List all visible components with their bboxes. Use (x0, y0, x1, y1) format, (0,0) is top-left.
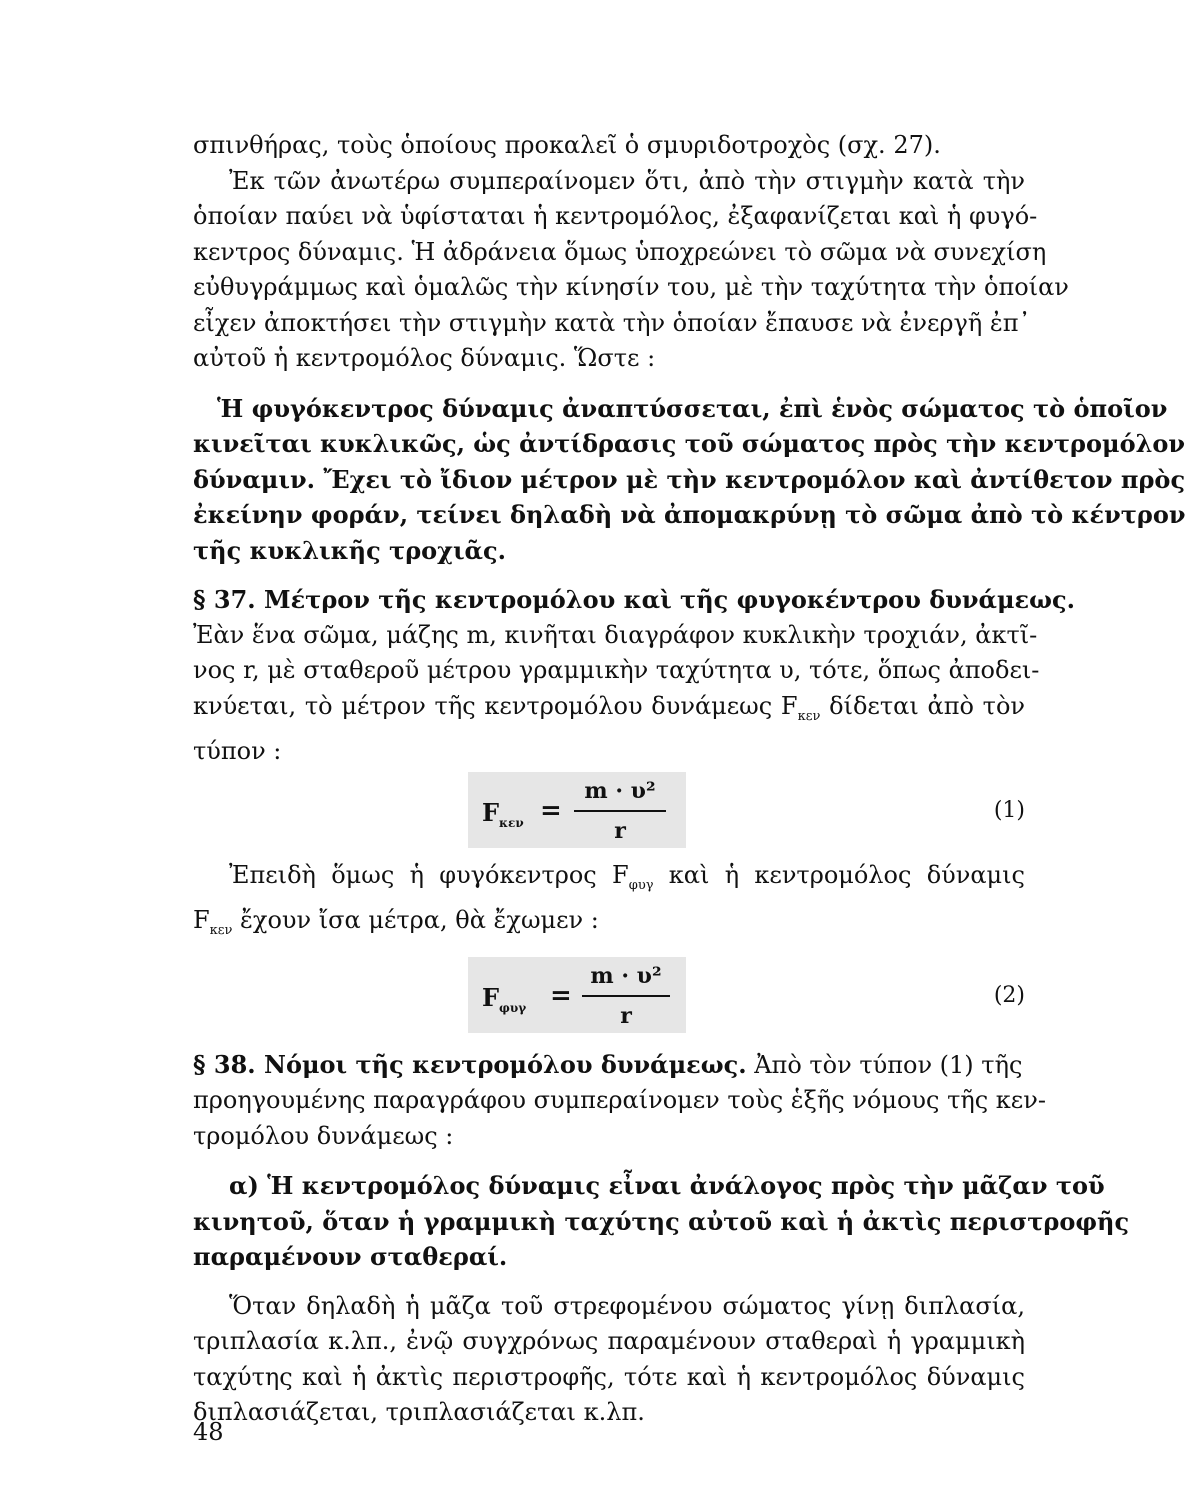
text-line: Ἐὰν ἕνα σῶμα, μάζης m, κινῆται διαγράφον κυκλικὴν τροχιάν, ἀκτῖ- (193, 620, 1038, 649)
text-line (193, 689, 1025, 735)
final-paragraph (193, 1289, 1025, 1431)
text-line: προηγουμένης παραγράφου συμπεραίνομεν τοὺς ἑξῆς νόμους τῆς κεν- (193, 1086, 1046, 1114)
denominator: r (614, 817, 626, 844)
between-text (193, 858, 1025, 949)
text-line: τύπον : (193, 737, 282, 765)
text-line: α) Ἡ κεντρομόλος δύναμις εἶναι ἀνάλογος πρὸς τὴν μᾶζαν τοῦ (229, 1171, 1105, 1200)
text-line: κινεῖται κυκλικῶς, ὡς ἀντίδρασις τοῦ σώματος πρὸς τὴν κεντρομόλον (193, 429, 1186, 458)
denominator: r (620, 1002, 632, 1029)
text-line: ταχύτης καὶ ἡ ἀκτὶς περιστροφῆς, τότε καὶ ἡ κεντρομόλος δύναμις (193, 1362, 1025, 1391)
page-number: 48 (193, 1418, 224, 1446)
text-line: δύναμιν. Ἔχει τὸ ἴδιον μέτρον μὲ τὴν κεντρομόλον καὶ ἀντίθετον πρὸς (193, 464, 1186, 494)
text-line: κεντρος δύναμις. Ἡ ἀδράνεια ὅμως ὑποχρεώνει τὸ σῶμα νὰ συνεχίση (193, 237, 1047, 266)
equation-1 (193, 770, 1025, 854)
numerator: m · υ² (584, 777, 656, 804)
page-body (193, 128, 1186, 1431)
text-line: τρομόλου δυνάμεως : (193, 1121, 454, 1150)
force-symbol: F (482, 982, 500, 1012)
section-38 (193, 1047, 1046, 1155)
equation-number: (1) (993, 797, 1025, 823)
subscript: φυγ (499, 1000, 527, 1015)
text-line: Ἐκ τῶν ἀνωτέρω συμπεραίνομεν ὅτι, ἀπὸ τὴν στιγμὴν κατὰ τὴν (229, 166, 1025, 195)
text-line: εὐθυγράμμως καὶ ὁμαλῶς τὴν κίνησίν του, μὲ τὴν ταχύτητα τὴν ὁποίαν (193, 273, 1069, 301)
equation-lhs (482, 983, 526, 1015)
subscript: κεν (209, 923, 233, 938)
fraction-bar (582, 995, 670, 997)
text-line: παραμένουν σταθεραί. (193, 1242, 508, 1271)
text-line: Ὅταν δηλαδὴ ἡ μᾶζα τοῦ στρεφομένου σώματος γίνῃ διπλασία, (229, 1291, 1025, 1320)
equals-sign: = (550, 980, 572, 1011)
equation-box (468, 957, 686, 1033)
fraction (574, 776, 666, 846)
text-segment: F (193, 906, 210, 934)
force-symbol: F (482, 797, 500, 827)
text-segment: Ἐπειδὴ ὅμως ἡ φυγόκεντρος F (229, 860, 629, 889)
equation-box (468, 772, 686, 848)
equation-2 (193, 953, 1025, 1037)
text-line: τῆς κυκλικῆς τροχιᾶς. (193, 535, 506, 565)
text-segment: καὶ ἡ κεντρομόλος δύναμις (653, 860, 1025, 889)
text-line (193, 903, 1025, 949)
subscript: φυγ (628, 877, 654, 893)
text-line: τριπλασία κ.λπ., ἐνῷ συγχρόνως παραμένουν σταθεραὶ ἡ γραμμικὴ (193, 1327, 1025, 1355)
law-a (193, 1168, 1130, 1275)
text-segment: ἔχουν ἴσα μέτρα, θὰ ἔχωμεν : (232, 906, 599, 934)
section-heading: § 38. Νόμοι τῆς κεντρομόλου δυνάμεως. (193, 1049, 747, 1079)
numerator: m · υ² (590, 962, 662, 989)
fraction-bar (574, 810, 666, 812)
equals-sign: = (540, 795, 562, 826)
text-line: ὁποίαν παύει νὰ ὑφίσταται ἡ κεντρομόλος, ἐξαφανίζεται καὶ ἡ φυγό- (193, 202, 1038, 230)
text-line (193, 858, 1025, 904)
definition-paragraph (193, 391, 1186, 569)
text-line: διπλασιάζεται, τριπλασιάζεται κ.λπ. (193, 1398, 645, 1426)
text-segment: Ἀπὸ τὸν τύπον (1) τῆς (746, 1050, 1023, 1079)
text-line: νος r, μὲ σταθεροῦ μέτρου γραμμικὴν ταχύτητα υ, τότε, ὅπως ἀποδει- (193, 656, 1040, 684)
subscript: κεν (499, 815, 524, 830)
subscript: κεν (797, 708, 821, 724)
text-line: σπινθήρας, τοὺς ὁποίους προκαλεῖ ὁ σμυριδοτροχὸς (σχ. 27). (193, 131, 941, 159)
intro-paragraph (193, 128, 1069, 377)
equation-number: (2) (993, 982, 1025, 1008)
text-segment: κνύεται, τὸ μέτρον τῆς κεντρομόλου δυνάμεως F (193, 691, 798, 720)
text-segment: δίδεται ἀπὸ τὸν (820, 691, 1025, 720)
section-37 (193, 582, 1075, 770)
text-line: εἶχεν ἀποκτήσει τὴν στιγμὴν κατὰ τὴν ὁποίαν ἔπαυσε νὰ ἐνεργῆ ἐπ᾽ (193, 308, 1031, 337)
text-line: ἐκείνην φοράν, τείνει δηλαδὴ νὰ ἀπομακρύνῃ τὸ σῶμα ἀπὸ τὸ κέντρον (193, 500, 1186, 529)
fraction (582, 961, 670, 1031)
text-line: κινητοῦ, ὅταν ἡ γραμμικὴ ταχύτης αὐτοῦ καὶ ἡ ἀκτὶς περιστροφῆς (193, 1206, 1130, 1236)
text-line: αὐτοῦ ἡ κεντρομόλος δύναμις. Ὥστε : (193, 344, 656, 372)
section-heading: § 37. Μέτρον τῆς κεντρομόλου καὶ τῆς φυγοκέντρου δυνάμεως. (193, 585, 1075, 614)
equation-lhs (482, 798, 524, 830)
text-line (193, 1047, 1025, 1084)
text-line: Ἡ φυγόκεντρος δύναμις ἀναπτύσσεται, ἐπὶ ἑνὸς σώματος τὸ ὁποῖον (217, 393, 1168, 423)
